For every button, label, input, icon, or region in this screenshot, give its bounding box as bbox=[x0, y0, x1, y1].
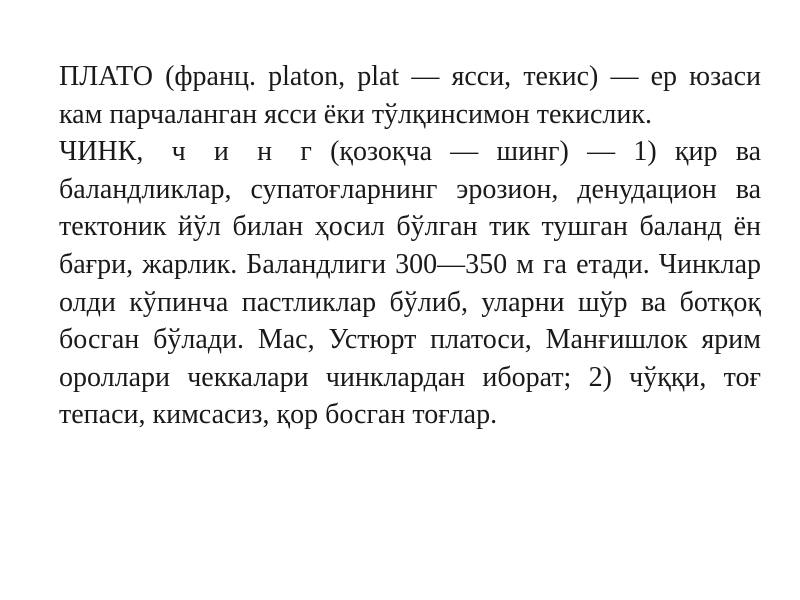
entry-plato-headword: ПЛАТО bbox=[59, 61, 153, 92]
entry-chink bbox=[59, 133, 761, 434]
entry-chink-pronunciation: ч и н г bbox=[143, 136, 312, 168]
entry-plato-definition: (франц. platon, plat — ясси, текис) — ер юзаси кам парчаланган ясси ёки тўлқинсимон текислик. bbox=[59, 61, 761, 130]
dictionary-page bbox=[59, 58, 761, 434]
entry-chink-headword: ЧИНК, bbox=[59, 136, 144, 168]
entry-plato bbox=[59, 58, 761, 133]
entry-chink-definition: (қозоқча — шинг) — 1) қир ва баландликлар, супатоғларнинг эрозион, денудацион ва тектоник йўл билан ҳосил бўлган тик тушган баланд ён бағри, жарлик. Баландлиги 300—350 м га етади. Чинклар олди кўпинча пастликлар бўлиб, уларни шўр ва ботқоқ босган бўлади. Мас, Устюрт платоси, Манғишлок ярим ороллари чеккалари чинклардан иборат; 2) чўққи, тоғ тепаси, кимсасиз, қор босган тоғлар. bbox=[59, 136, 762, 431]
